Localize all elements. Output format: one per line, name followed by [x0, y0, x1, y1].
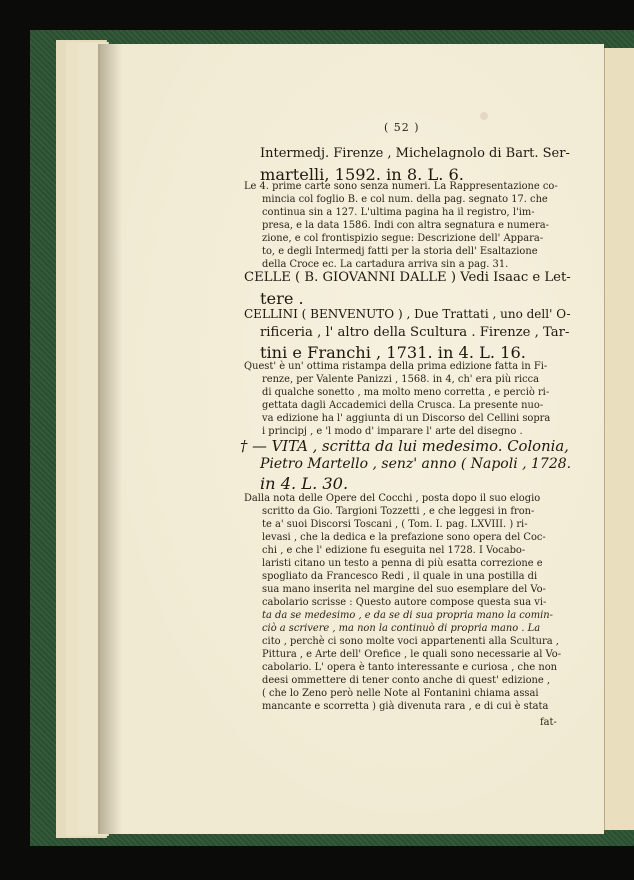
entry-note-line: cito , perchè ci sono molte voci appartenenti alla Scultura , [262, 636, 559, 647]
entry-note-line: ( che lo Zeno però nelle Note al Fontanini chiama assai [262, 688, 539, 699]
entry-note-line: levasi , che la dedica e la prefazione sono opera del Coc- [262, 532, 546, 543]
entry-note-line: ta da se medesimo , e da se di sua propria mano la comin- [262, 610, 553, 621]
entry-note-line: di qualche sonetto , ma molto meno corretta , e perciò ri- [262, 387, 550, 398]
entry-note-line: scritto da Gio. Targioni Tozzetti , e che leggesi in fron- [262, 506, 535, 517]
entry-note-line: renze, per Valente Panizzi , 1568. in 4, ch' era più ricca [262, 374, 540, 385]
entry-heading-line: † — VITA , scritta da lui medesimo. Colonia, [240, 438, 569, 455]
entry-heading-line: rificeria , l' altro della Scultura . Firenze , Tar- [260, 325, 570, 340]
page-number: ( 52 ) [384, 121, 420, 134]
catchword: fat- [540, 717, 557, 728]
entry-note-line: continua sin a 127. L'ultima pagina ha il registro, l'im- [262, 207, 535, 218]
entry-note-line: Dalla nota delle Opere del Cocchi , posta dopo il suo elogio [244, 493, 541, 504]
entry-heading-line: Intermedj. Firenze , Michelagnolo di Bart. Ser- [260, 146, 570, 161]
entry-heading-line: tini e Franchi , 1731. in 4. L. 16. [260, 343, 526, 362]
entry-note-line: cabolario. L' opera è tanto interessante e curiosa , che non [262, 662, 558, 673]
entry-note-line: to, e degli Intermedj fatti per la storia dell' Esaltazione [262, 246, 538, 257]
entry-note-line: ciò a scrivere , ma non la continuò di propria mano . La [262, 623, 541, 634]
entry-note-line: cabolario scrisse : Questo autore compose questa sua vi- [262, 597, 547, 608]
entry-note-line: chi , e che l' edizione fu eseguita nel 1728. I Vocabo- [262, 545, 526, 556]
entry-heading-line: CELLINI ( BENVENUTO ) , Due Trattati , uno dell' O- [244, 307, 571, 321]
entry-note-line: i principj , e 'l modo d' imparare l' arte del disegno . [262, 426, 523, 437]
entry-note-line: laristi citano un testo a penna di più esatta correzione e [262, 558, 543, 569]
facing-page-edge [604, 48, 634, 830]
entry-note-line: della Croce ec. La cartadura arriva sin a pag. 31. [262, 259, 509, 270]
entry-heading-line: tere . [260, 289, 304, 308]
entry-heading-line: CELLE ( B. GIOVANNI DALLE ) Vedi Isaac e Let- [244, 270, 571, 285]
entry-note-line: Le 4. prime carte sono senza numeri. La Rappresentazione co- [244, 181, 558, 192]
entry-note-line: deesi ommettere di tener conto anche di quest' edizione , [262, 675, 551, 686]
entry-note-line: spogliato da Francesco Redi , il quale in una postilla di [262, 571, 538, 582]
entry-note-line: zione, e col frontispizio segue: Descrizione dell' Appara- [262, 233, 544, 244]
entry-heading-line: Pietro Martello , senz' anno ( Napoli , 1728. [260, 456, 572, 472]
entry-note-line: Pittura , e Arte dell' Orefice , le quali sono necessarie al Vo- [262, 649, 562, 660]
entry-note-line: mancante e scorretta ) già divenuta rara , e di cui è stata [262, 701, 549, 712]
ink-spot [480, 112, 488, 120]
entry-note-line: te a' suoi Discorsi Toscani , ( Tom. I. pag. LXVIII. ) ri- [262, 519, 528, 530]
entry-note-line: va edizione ha l' aggiunta di un Discorso del Cellini sopra [262, 413, 551, 424]
entry-note-line: sua mano inserita nel margine del suo esemplare del Vo- [262, 584, 546, 595]
entry-heading-line: martelli, 1592. in 8. L. 6. [260, 165, 464, 184]
entry-note-line: Quest' è un' ottima ristampa della prima edizione fatta in Fi- [244, 361, 548, 372]
entry-note-line: presa, e la data 1586. Indi con altra segnatura e numera- [262, 220, 549, 231]
entry-note-line: mincia col foglio B. e col num. della pag. segnato 17. che [262, 194, 548, 205]
entry-note-line: gettata dagli Accademici della Crusca. La presente nuo- [262, 400, 544, 411]
gutter-shadow [98, 44, 122, 834]
entry-heading-line: in 4. L. 30. [260, 474, 349, 493]
